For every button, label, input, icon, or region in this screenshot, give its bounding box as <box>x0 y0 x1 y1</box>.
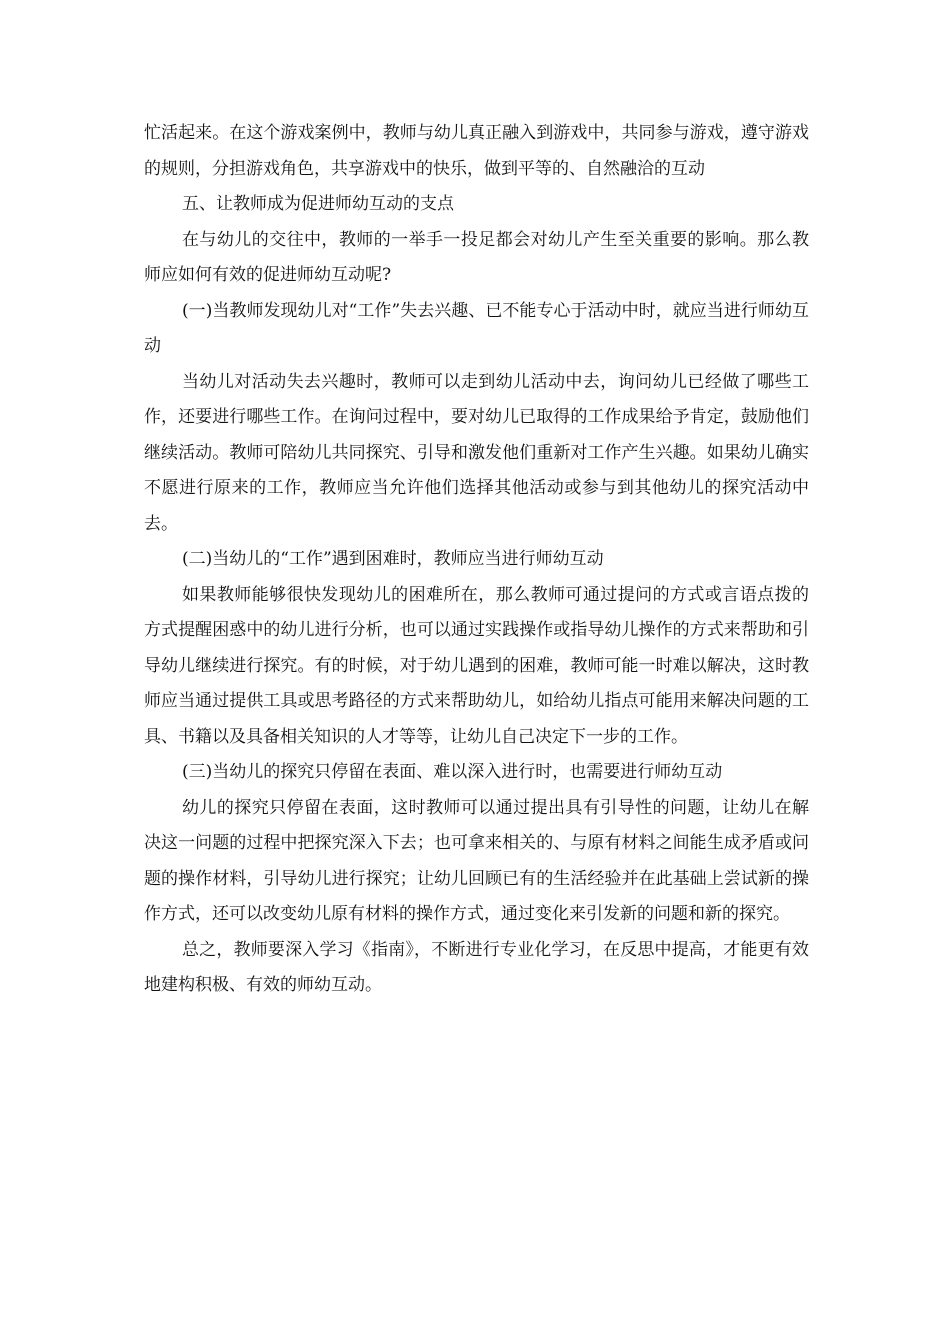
paragraph-conclusion: 总之，教师要深入学习《指南》，不断进行专业化学习，在反思中提高，才能更有效地建构积极、有效的师幼互动。 <box>144 939 809 995</box>
paragraph-three: 幼儿的探究只停留在表面，这时教师可以通过提出具有引导性的问题，让幼儿在解决这一问题的过程中把探究深入下去；也可拿来相关的、与原有材料之间能生成矛盾或问题的操作材料，引导幼儿进行探究；让幼儿回顾已有的生活经验并在此基础上尝试新的操作方式，还可以改变幼儿原有材料的操作方式，通过变化来引发新的问题和新的探究。 <box>144 797 809 924</box>
subheading-one: (一)当教师发现幼儿对“工作”失去兴趣、已不能专心于活动中时，就应当进行师幼互动 <box>144 300 809 356</box>
section-heading-five: 五、让教师成为促进师幼互动的支点 <box>182 194 454 214</box>
document-body <box>144 116 809 1004</box>
document-page <box>144 0 809 1344</box>
subheading-two: (二)当幼儿的“工作”遇到困难时，教师应当进行师幼互动 <box>182 549 604 569</box>
paragraph-one: 当幼儿对活动失去兴趣时，教师可以走到幼儿活动中去，询问幼儿已经做了哪些工作，还要进行哪些工作。在询问过程中，要对幼儿已取得的工作成果给予肯定，鼓励他们继续活动。教师可陪幼儿共同探究、引导和激发他们重新对工作产生兴趣。如果幼儿确实不愿进行原来的工作，教师应当允许他们选择其他活动或参与到其他幼儿的探究活动中去。 <box>144 371 809 534</box>
paragraph-two: 如果教师能够很快发现幼儿的困难所在，那么教师可通过提问的方式或言语点拨的方式提醒困惑中的幼儿进行分析，也可以通过实践操作或指导幼儿操作的方式来帮助和引导幼儿继续进行探究。有的时候，对于幼儿遇到的困难，教师可能一时难以解决，这时教师应当通过提供工具或思考路径的方式来帮助幼儿，如给幼儿指点可能用来解决问题的工具、书籍以及具备相关知识的人才等等，让幼儿自己决定下一步的工作。 <box>144 584 809 747</box>
subheading-three: (三)当幼儿的探究只停留在表面、难以深入进行时，也需要进行师幼互动 <box>182 762 723 782</box>
paragraph-continuation: 忙活起来。在这个游戏案例中，教师与幼儿真正融入到游戏中，共同参与游戏，遵守游戏的规则，分担游戏角色，共享游戏中的快乐，做到平等的、自然融洽的互动 <box>144 123 809 179</box>
paragraph-intro: 在与幼儿的交往中，教师的一举手一投足都会对幼儿产生至关重要的影响。那么教师应如何有效的促进师幼互动呢? <box>144 229 809 285</box>
